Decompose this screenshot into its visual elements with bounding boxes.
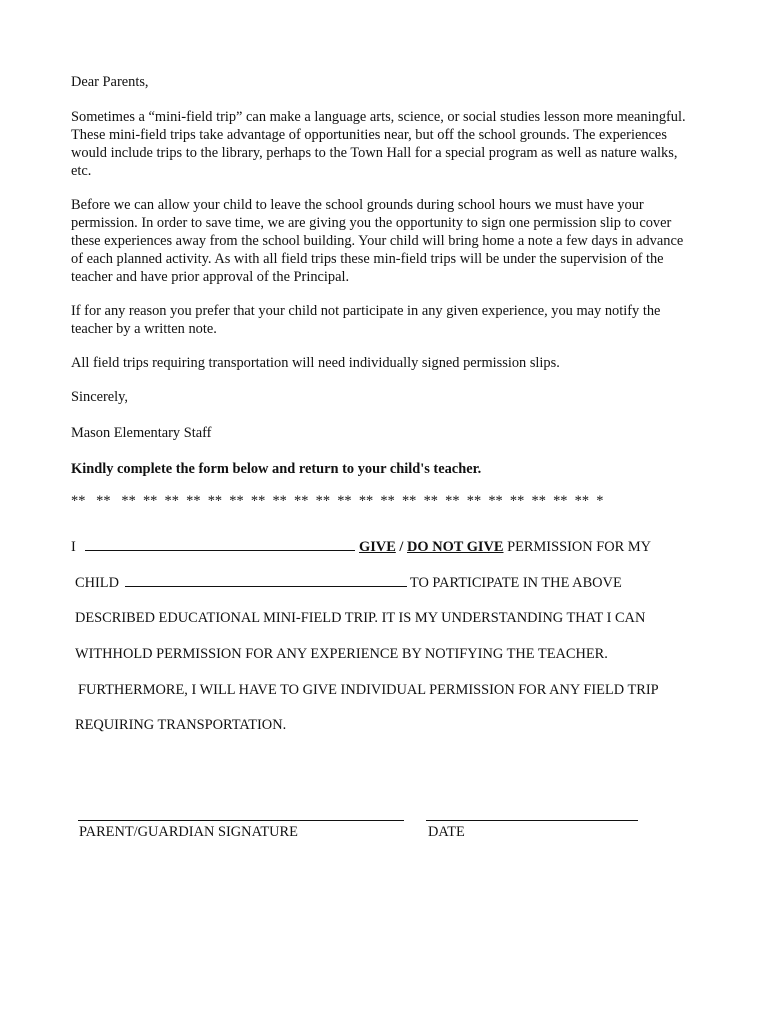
- form-line-1: [71, 537, 651, 556]
- letter-body: [71, 73, 696, 526]
- paragraph-notify: If for any reason you prefer that your child not participate in any given experience, you may notify the teacher by a written note.: [71, 303, 661, 337]
- separator: ** ** ** ** ** ** ** ** ** ** ** ** ** ** ** ** ** ** ** ** ** ** ** ** *: [71, 493, 604, 509]
- option-slash: /: [395, 539, 408, 555]
- form-line-2: [75, 573, 622, 592]
- form-prefix-child: CHILD: [75, 575, 119, 591]
- signature-label: PARENT/GUARDIAN SIGNATURE: [79, 824, 298, 840]
- form-line-6: REQUIRING TRANSPORTATION.: [75, 717, 287, 733]
- signature-field[interactable]: [78, 820, 404, 821]
- parent-name-field[interactable]: [85, 537, 355, 551]
- instruction: Kindly complete the form below and return to your child's teacher.: [71, 461, 482, 477]
- form-line1-suffix: PERMISSION FOR MY: [503, 539, 652, 555]
- form-line2-suffix: TO PARTICIPATE IN THE ABOVE: [406, 575, 622, 591]
- paragraph-intro: Sometimes a “mini-field trip” can make a language arts, science, or social studies lesson more meaningful. These mini-field trips take advantage of opportunities near, but off the school grounds. The experiences would include trips to the library, perhaps to the Town Hall for a special program as well as nature walks, etc.: [71, 109, 686, 179]
- form-line-5: FURTHERMORE, I WILL HAVE TO GIVE INDIVIDUAL PERMISSION FOR ANY FIELD TRIP: [78, 682, 659, 698]
- give-option[interactable]: GIVE: [359, 539, 396, 555]
- date-field[interactable]: [426, 820, 638, 821]
- do-not-give-option[interactable]: DO NOT GIVE: [407, 539, 504, 555]
- closing: Sincerely,: [71, 389, 129, 405]
- paragraph-transportation: All field trips requiring transportation will need individually signed permission slips.: [71, 355, 560, 371]
- signoff: Mason Elementary Staff: [71, 425, 212, 441]
- form-prefix-i: I: [71, 539, 76, 555]
- form-line-3: DESCRIBED EDUCATIONAL MINI-FIELD TRIP. IT IS MY UNDERSTANDING THAT I CAN: [75, 610, 646, 626]
- date-label: DATE: [428, 824, 465, 840]
- child-name-field[interactable]: [125, 573, 407, 587]
- greeting: Dear Parents,: [71, 74, 149, 90]
- paragraph-permission: Before we can allow your child to leave the school grounds during school hours we must have your permission. In order to save time, we are giving you the opportunity to sign one permission slip to cover these experiences away from the school building. Your child will bring home a note a few days in advance of each planned activity. As with all field trips these min-field trips will be under the supervision of the teacher and have prior approval of the Principal.: [71, 197, 684, 285]
- form-line-4: WITHHOLD PERMISSION FOR ANY EXPERIENCE BY NOTIFYING THE TEACHER.: [75, 646, 608, 662]
